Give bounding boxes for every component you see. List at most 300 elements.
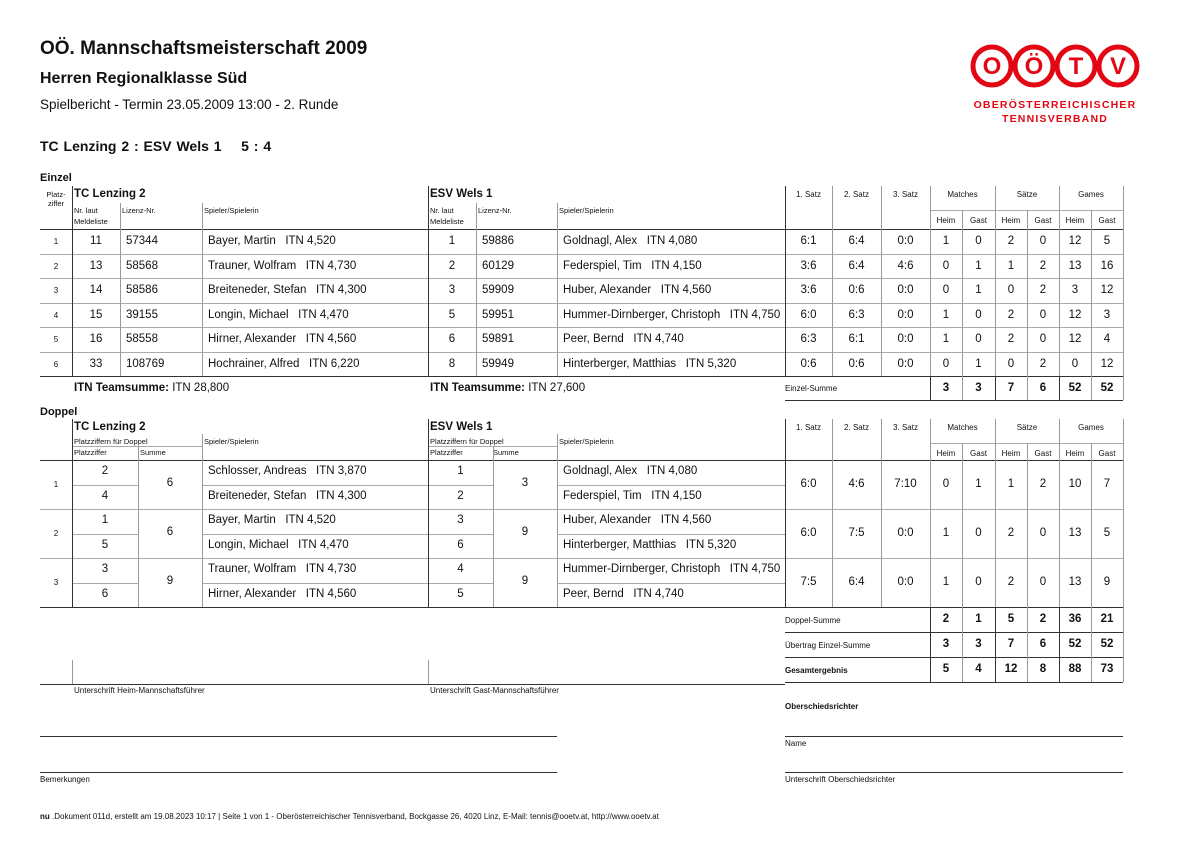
doppel-home-pos1: 1 xyxy=(101,514,109,526)
doppel-guest-player1: Hummer-Dirnberger, Christoph ITN 4,750 xyxy=(563,563,781,575)
home-nr: 14 xyxy=(89,284,103,296)
doppel-guest-sum: 9 xyxy=(521,526,529,538)
header-nr-laut: Nr. laut xyxy=(74,206,98,215)
header-saetze: Sätze xyxy=(1016,190,1038,199)
satz2-score: 6:4 xyxy=(848,259,865,272)
remarks-line-2 xyxy=(40,772,557,773)
result-sh: 2 xyxy=(1007,527,1015,539)
header-heim: Heim xyxy=(936,216,956,225)
einzel-summe-sg: 6 xyxy=(1039,382,1047,394)
signature-line xyxy=(40,684,785,685)
rule-v xyxy=(1027,210,1028,376)
satz1-score: 6:0 xyxy=(800,308,817,321)
rule-v xyxy=(930,376,931,400)
itn-team-value: ITN 28,800 xyxy=(172,382,230,394)
uebertrag-mg: 3 xyxy=(975,638,982,650)
header-meldeliste: Meldeliste xyxy=(74,217,108,226)
header-satz2: 2. Satz xyxy=(844,190,869,199)
unterschrift-gast: Unterschrift Gast-Mannschaftsführer xyxy=(430,686,559,695)
gesamtergebnis-label: Gesamtergebnis xyxy=(785,666,848,675)
unterschrift-osr: Unterschrift Oberschiedsrichter xyxy=(785,775,896,784)
doppel-home-player1: Bayer, Martin ITN 4,520 xyxy=(208,514,336,526)
rule-v xyxy=(1027,632,1028,657)
header-spieler: Spieler/Spielerin xyxy=(204,206,259,215)
header-gast: Gast xyxy=(1034,216,1052,225)
rule-v xyxy=(1027,657,1028,682)
uebertrag-gh: 52 xyxy=(1068,638,1082,650)
home-lizenz: 108769 xyxy=(126,357,165,370)
result-mh: 1 xyxy=(942,333,950,345)
result-mg: 1 xyxy=(975,357,982,370)
doppel-guest-team: ESV Wels 1 xyxy=(430,421,493,433)
rule-v xyxy=(785,419,786,607)
logo-letter-4: V xyxy=(1109,53,1127,80)
rule-v xyxy=(995,419,996,607)
doppel-home-player2: Longin, Michael ITN 4,470 xyxy=(208,539,349,551)
unterschrift-heim: Unterschrift Heim-Mannschaftsführer xyxy=(74,686,205,695)
rule-v xyxy=(1123,419,1124,607)
doppel-guest-pos2: 6 xyxy=(457,539,464,551)
header-gast: Gast xyxy=(970,449,987,458)
header-satz3: 3. Satz xyxy=(893,190,918,199)
satz2-score: 6:1 xyxy=(848,333,865,345)
satz1-score: 6:0 xyxy=(800,478,817,490)
guest-lizenz: 59951 xyxy=(482,308,514,321)
header-g-meldeliste: Meldeliste xyxy=(430,217,464,226)
spielbericht-line: Spielbericht - Termin 23.05.2009 13:00 - 2. Runde xyxy=(40,97,339,112)
doppel-home-pos1: 2 xyxy=(101,465,109,477)
result-mh: 1 xyxy=(942,576,950,588)
guest-player: Peer, Bernd ITN 4,740 xyxy=(563,333,684,345)
rule-h xyxy=(72,534,138,535)
osr-name-line xyxy=(785,736,1123,737)
rule-v xyxy=(962,210,963,376)
header-matches: Matches xyxy=(947,190,978,199)
result-sh: 1 xyxy=(1007,478,1015,490)
home-nr: 11 xyxy=(90,235,102,247)
header-games: Games xyxy=(1078,190,1104,199)
result-mh: 1 xyxy=(942,527,950,539)
doppel-home-pos1: 3 xyxy=(101,563,109,575)
platz-number: 1 xyxy=(53,237,59,246)
satz2-score: 6:4 xyxy=(848,576,865,588)
satz3-score: 0:0 xyxy=(897,308,914,321)
rule-h xyxy=(72,446,202,447)
rule-v xyxy=(930,657,931,682)
rule-v xyxy=(995,632,996,657)
guest-nr: 2 xyxy=(448,259,456,272)
result-sg: 2 xyxy=(1039,357,1047,370)
doppel-guest-pos1: 3 xyxy=(457,514,464,526)
rule-v xyxy=(1091,632,1092,657)
satz3-score: 0:0 xyxy=(897,235,914,247)
rule-v xyxy=(1123,607,1124,632)
doppel-guest-pos2: 2 xyxy=(457,490,464,502)
result-mh: 1 xyxy=(942,235,950,247)
header-g-summe: Summe xyxy=(493,448,519,457)
rule-v xyxy=(1059,657,1060,682)
result-gg: 12 xyxy=(1100,357,1114,370)
result-sh: 1 xyxy=(1007,259,1015,272)
header-heim: Heim xyxy=(1001,216,1021,225)
doppel-platz: 3 xyxy=(53,578,59,587)
itn-team-home xyxy=(74,382,374,394)
rule-h xyxy=(785,682,1123,683)
rule-h xyxy=(72,583,138,584)
doppel-guest-player1: Huber, Alexander ITN 4,560 xyxy=(563,514,712,526)
satz3-score: 0:0 xyxy=(897,333,914,345)
guest-player: Hinterberger, Matthias ITN 5,320 xyxy=(563,357,737,370)
doppel-home-player1: Schlosser, Andreas ITN 3,870 xyxy=(208,465,367,477)
guest-player: Goldnagl, Alex ITN 4,080 xyxy=(563,235,698,247)
header-lizenz: Lizenz-Nr. xyxy=(122,206,156,215)
guest-player: Huber, Alexander ITN 4,560 xyxy=(563,284,712,296)
footer xyxy=(40,812,659,821)
logo-letter-1: O xyxy=(982,53,1002,80)
satz1-score: 0:6 xyxy=(800,357,817,370)
rule-h xyxy=(202,534,428,535)
header-heim: Heim xyxy=(1065,449,1085,458)
uebertrag-sh: 7 xyxy=(1007,638,1015,650)
result-mg: 0 xyxy=(975,235,982,247)
doppel-home-player2: Breiteneder, Stefan ITN 4,300 xyxy=(208,490,367,502)
doppel-summe-sg: 2 xyxy=(1039,613,1047,625)
rule-v xyxy=(930,632,931,657)
doppel-home-pos2: 6 xyxy=(101,588,109,600)
platz-number: 3 xyxy=(53,286,59,295)
result-sg: 0 xyxy=(1039,308,1047,321)
itn-team-guest xyxy=(430,382,730,394)
header-heim: Heim xyxy=(1065,216,1085,225)
rule-v xyxy=(962,607,963,632)
result-sh: 2 xyxy=(1007,235,1015,247)
header-g-lizenz: Lizenz-Nr. xyxy=(478,206,512,215)
doppel-home-pos2: 4 xyxy=(101,490,109,502)
rule-v xyxy=(1027,376,1028,400)
rule-v xyxy=(1059,376,1060,400)
osr-sign-line xyxy=(785,772,1123,773)
home-player: Longin, Michael ITN 4,470 xyxy=(208,308,349,321)
result-mg: 0 xyxy=(975,333,982,345)
rule-h xyxy=(428,485,493,486)
result-mg: 1 xyxy=(975,284,982,296)
rule-v xyxy=(832,186,833,376)
rule-v xyxy=(1123,632,1124,657)
home-nr: 15 xyxy=(89,308,103,321)
header-heim: Heim xyxy=(1001,449,1021,458)
platz-number: 6 xyxy=(53,359,59,369)
doppel-guest-player2: Hinterberger, Matthias ITN 5,320 xyxy=(563,539,737,551)
rule-v xyxy=(881,419,882,607)
header-platzziffer: Platzziffer xyxy=(74,448,107,457)
header-platzziffern-doppel: Platzziffern für Doppel xyxy=(74,437,148,446)
gesamtergebnis-gg: 73 xyxy=(1100,663,1114,675)
uebertrag-sg: 6 xyxy=(1039,638,1047,650)
satz2-score: 0:6 xyxy=(848,357,865,370)
rule-v xyxy=(1091,210,1092,376)
rule-v xyxy=(962,632,963,657)
rule-h xyxy=(785,632,1123,633)
doppel-platz: 1 xyxy=(53,480,59,489)
doppel-guest-pos1: 1 xyxy=(457,465,464,477)
doppel-home-sum: 9 xyxy=(166,575,174,587)
satz3-score: 7:10 xyxy=(894,478,917,490)
doppel-summe-gg: 21 xyxy=(1100,613,1114,625)
result-gg: 5 xyxy=(1103,235,1111,247)
doppel-home-sum: 6 xyxy=(166,526,174,538)
header-matches: Matches xyxy=(947,423,978,432)
itn-team-label: ITN Teamsumme: xyxy=(430,382,529,394)
header-satz3: 3. Satz xyxy=(893,423,918,432)
result-gg: 7 xyxy=(1103,478,1111,490)
result-sh: 0 xyxy=(1007,357,1015,370)
header-games: Games xyxy=(1078,423,1104,432)
doppel-guest-sum: 9 xyxy=(521,575,529,587)
doppel-platz: 2 xyxy=(53,529,59,538)
rule-h xyxy=(785,657,1123,658)
platz-number: 4 xyxy=(53,310,59,320)
rule-v xyxy=(120,203,121,376)
home-nr: 33 xyxy=(89,357,103,370)
uebertrag-gg: 52 xyxy=(1100,638,1114,650)
result-gh: 12 xyxy=(1068,308,1082,321)
guest-nr: 6 xyxy=(448,333,456,345)
home-player: Trauner, Wolfram ITN 4,730 xyxy=(208,259,357,272)
header-saetze: Sätze xyxy=(1016,423,1038,432)
rule-v xyxy=(1027,443,1028,607)
ooetv-logo xyxy=(970,40,1140,130)
result-mg: 1 xyxy=(975,478,982,490)
home-lizenz: 58586 xyxy=(126,284,158,296)
doppel-summe-gh: 36 xyxy=(1068,613,1082,625)
header-gast: Gast xyxy=(1034,449,1052,458)
oberschiedsrichter-label: Oberschiedsrichter xyxy=(785,702,859,711)
home-nr: 16 xyxy=(89,333,103,345)
rule-v xyxy=(1123,186,1124,376)
result-gg: 3 xyxy=(1103,308,1111,321)
rule-v xyxy=(1059,186,1060,376)
header-summe: Summe xyxy=(140,448,166,457)
uebertrag-mh: 3 xyxy=(942,638,950,650)
guest-lizenz: 59949 xyxy=(482,357,514,370)
result-sh: 2 xyxy=(1007,333,1015,345)
rule-v xyxy=(202,203,203,376)
result-gh: 10 xyxy=(1068,478,1082,490)
doppel-guest-pos2: 5 xyxy=(457,588,464,600)
result-gh: 13 xyxy=(1068,576,1082,588)
rule-v xyxy=(930,186,931,376)
platz-number: 2 xyxy=(53,261,59,271)
result-sg: 2 xyxy=(1039,259,1047,272)
doppel-guest-player2: Federspiel, Tim ITN 4,150 xyxy=(563,490,702,502)
satz3-score: 0:0 xyxy=(897,284,914,296)
rule-v xyxy=(557,203,558,376)
guest-nr: 5 xyxy=(448,308,456,321)
logo-text-line1: OBERÖSTERREICHISCHER xyxy=(973,99,1137,111)
rule-v xyxy=(1091,376,1092,400)
result-gg: 4 xyxy=(1103,333,1111,345)
rule-v xyxy=(930,419,931,607)
header-g-spieler: Spieler/Spielerin xyxy=(559,206,614,215)
result-mh: 1 xyxy=(942,308,950,321)
rule-h xyxy=(557,485,785,486)
home-lizenz: 57344 xyxy=(126,235,158,247)
name-label: Name xyxy=(785,739,807,748)
einzel-summe-sh: 7 xyxy=(1007,382,1015,394)
bemerkungen-label: Bemerkungen xyxy=(40,775,90,784)
satz1-score: 6:1 xyxy=(800,235,817,247)
result-mh: 0 xyxy=(942,478,950,490)
result-sg: 0 xyxy=(1039,235,1047,247)
result-mh: 0 xyxy=(942,259,950,272)
einzel-label: Einzel xyxy=(40,172,72,184)
rule-v xyxy=(962,376,963,400)
rule-v xyxy=(493,446,494,607)
rule-v xyxy=(995,607,996,632)
guest-lizenz: 60129 xyxy=(482,259,514,272)
result-gh: 13 xyxy=(1068,259,1082,272)
home-player: Hirner, Alexander ITN 4,560 xyxy=(208,333,357,345)
rule-h xyxy=(428,583,493,584)
satz3-score: 0:0 xyxy=(897,576,914,588)
gesamtergebnis-mg: 4 xyxy=(975,663,982,675)
result-sg: 2 xyxy=(1039,478,1047,490)
table-rule-bottom xyxy=(40,376,1123,377)
result-gh: 12 xyxy=(1068,235,1082,247)
satz2-score: 6:4 xyxy=(848,235,865,247)
satz1-score: 3:6 xyxy=(800,259,817,272)
satz3-score: 0:0 xyxy=(897,527,914,539)
rule-v xyxy=(428,660,429,684)
logo-letter-3: T xyxy=(1068,53,1084,80)
result-gh: 0 xyxy=(1071,357,1079,370)
guest-lizenz: 59891 xyxy=(482,333,514,345)
doppel-home-sum: 6 xyxy=(166,477,174,489)
logo-text-line2: TENNISVERBAND xyxy=(1001,113,1109,125)
result-sh: 2 xyxy=(1007,576,1015,588)
guest-player: Hummer-Dirnberger, Christoph ITN 4,750 xyxy=(563,308,781,321)
rule-v xyxy=(72,660,73,684)
home-lizenz: 58558 xyxy=(126,333,158,345)
header-guest-team: ESV Wels 1 xyxy=(430,188,493,200)
doppel-guest-sum: 3 xyxy=(521,477,529,489)
result-mh: 0 xyxy=(942,357,950,370)
doppel-guest-player1: Goldnagl, Alex ITN 4,080 xyxy=(563,465,698,477)
remarks-line xyxy=(40,736,557,737)
rule-v xyxy=(1059,607,1060,632)
guest-nr: 8 xyxy=(448,357,456,370)
satz2-score: 7:5 xyxy=(848,527,865,539)
rule-v xyxy=(881,186,882,376)
satz1-score: 7:5 xyxy=(800,576,817,588)
rule-v xyxy=(832,419,833,607)
rule-v xyxy=(72,186,73,376)
page-title: OÖ. Mannschaftsmeisterschaft 2009 xyxy=(40,38,368,59)
guest-nr: 3 xyxy=(448,284,456,296)
rule-v xyxy=(1059,632,1060,657)
satz1-score: 3:6 xyxy=(800,284,817,296)
result-sh: 0 xyxy=(1007,284,1015,296)
satz2-score: 6:3 xyxy=(848,308,865,321)
itn-team-label: ITN Teamsumme: xyxy=(74,382,173,394)
doppel-summe-label: Doppel-Summe xyxy=(785,616,841,625)
satz2-score: 4:6 xyxy=(848,478,865,490)
doppel-guest-pos1: 4 xyxy=(457,563,464,575)
rule-v xyxy=(995,657,996,682)
result-sh: 2 xyxy=(1007,308,1015,321)
doppel-summe-mh: 2 xyxy=(942,613,950,625)
header-g-platzziffer: Platzziffer xyxy=(430,448,463,457)
result-gg: 9 xyxy=(1103,576,1111,588)
einzel-summe-gh: 52 xyxy=(1068,382,1082,394)
rule-v xyxy=(1027,607,1028,632)
rule-v xyxy=(428,186,429,376)
result-mh: 0 xyxy=(942,284,950,296)
home-player: Bayer, Martin ITN 4,520 xyxy=(208,235,336,247)
doppel-home-pos2: 5 xyxy=(101,539,109,551)
header-gast: Gast xyxy=(1098,449,1116,458)
rule-v xyxy=(930,607,931,632)
header-g-nr-laut: Nr. laut xyxy=(430,206,454,215)
header-satz1: 1. Satz xyxy=(796,190,821,199)
doppel-home-team: TC Lenzing 2 xyxy=(74,421,146,433)
einzel-summe-label: Einzel-Summe xyxy=(785,384,838,393)
guest-lizenz: 59886 xyxy=(482,235,514,247)
satz3-score: 4:6 xyxy=(897,259,914,272)
result-gg: 16 xyxy=(1100,259,1114,272)
match-result: TC Lenzing 2 : ESV Wels 1 5 : 4 xyxy=(40,138,272,154)
rule-h xyxy=(72,485,138,486)
result-sg: 2 xyxy=(1039,284,1047,296)
rule-h xyxy=(202,485,428,486)
result-gh: 3 xyxy=(1071,284,1079,296)
satz2-score: 0:6 xyxy=(848,284,865,296)
rule-v xyxy=(1059,419,1060,607)
footer-text: .Dokument 011d, erstellt am 19.08.2023 10:17 | Seite 1 von 1 - Oberösterreichischer Tennisverband, Bockgasse 26, 4020 Linz, E-Mail: tennis@ooetv.at, http://www.ooetv.at xyxy=(49,812,659,821)
itn-team-value: ITN 27,600 xyxy=(528,382,586,394)
rule-h xyxy=(428,534,493,535)
gesamtergebnis-mh: 5 xyxy=(942,663,950,675)
guest-player: Federspiel, Tim ITN 4,150 xyxy=(563,259,702,272)
page-subtitle: Herren Regionalklasse Süd xyxy=(40,70,248,87)
doppel-home-player2: Hirner, Alexander ITN 4,560 xyxy=(208,588,357,600)
rule-v xyxy=(1091,657,1092,682)
result-gg: 12 xyxy=(1100,284,1114,296)
result-sg: 0 xyxy=(1039,576,1047,588)
result-gh: 12 xyxy=(1068,333,1082,345)
summe-rule xyxy=(785,400,1123,401)
rule-h xyxy=(202,583,428,584)
doppel-guest-player2: Peer, Bernd ITN 4,740 xyxy=(563,588,684,600)
rule-v xyxy=(428,419,429,607)
result-sg: 0 xyxy=(1039,527,1047,539)
doppel-label: Doppel xyxy=(40,406,78,418)
rule-v xyxy=(476,203,477,376)
rule-v xyxy=(138,446,139,607)
rule-v xyxy=(1123,657,1124,682)
platz-number: 5 xyxy=(53,335,59,344)
header-g-platzziffern-doppel: Platzziffern für Doppel xyxy=(430,437,504,446)
header-platzziffer: Platz- ziffer xyxy=(46,190,66,208)
gesamtergebnis-gh: 88 xyxy=(1068,663,1082,675)
rule-v xyxy=(557,434,558,607)
rule-v xyxy=(1091,443,1092,607)
home-nr: 13 xyxy=(89,259,103,272)
result-mg: 0 xyxy=(975,527,982,539)
home-lizenz: 58568 xyxy=(126,259,158,272)
einzel-summe-mg: 3 xyxy=(975,382,982,394)
header-satz1: 1. Satz xyxy=(796,423,821,432)
